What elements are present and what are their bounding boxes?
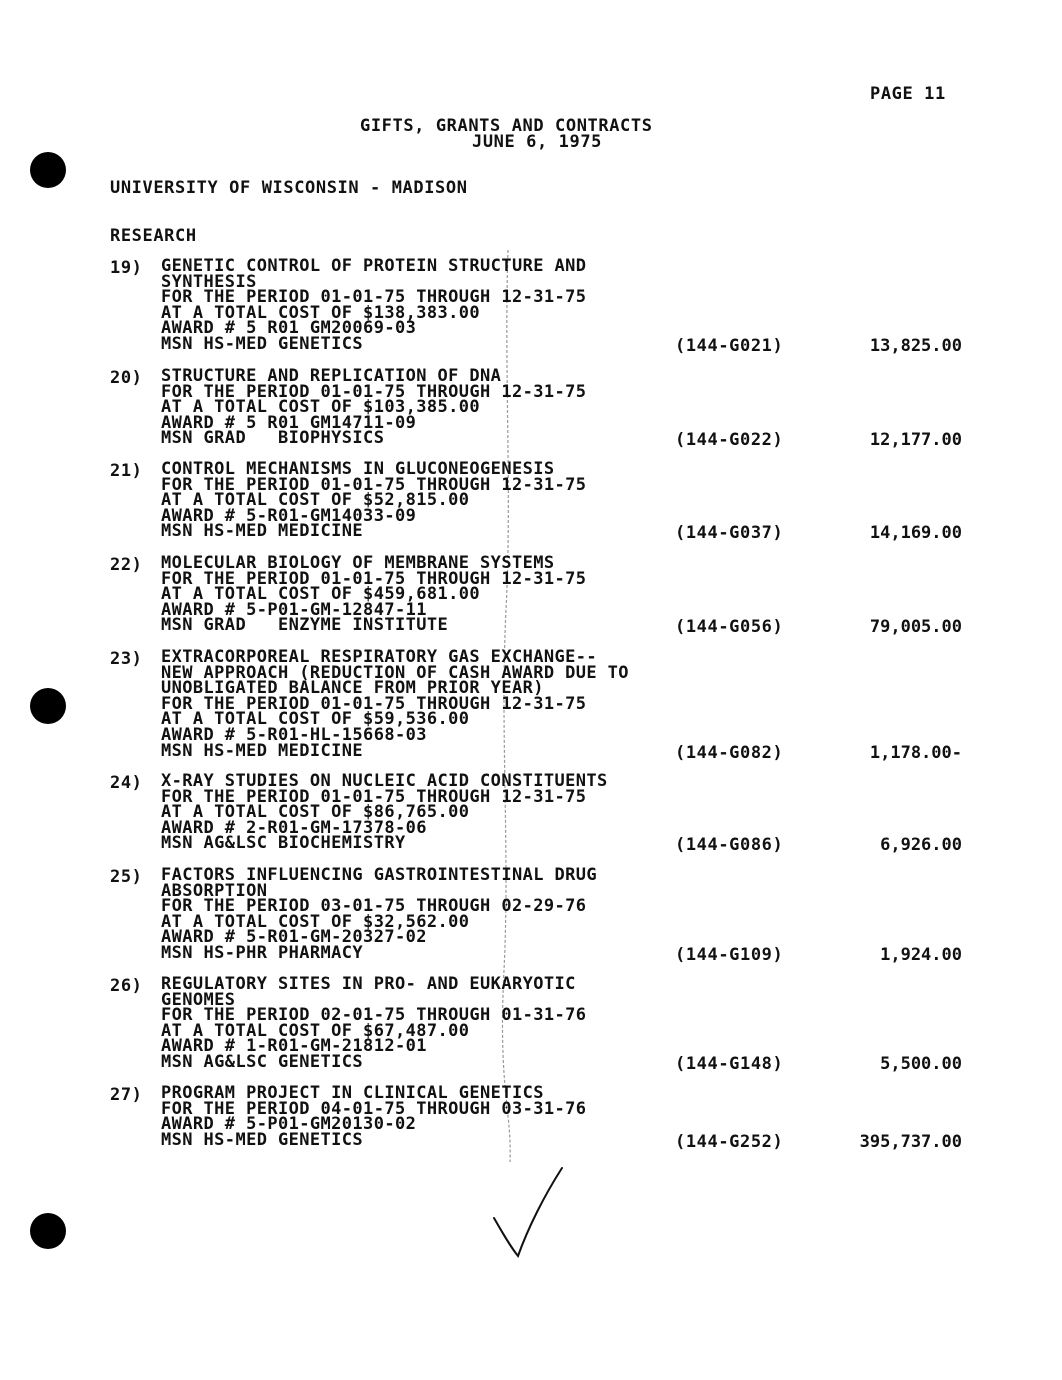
account-code: (144-G021) (675, 336, 784, 356)
entry-number: 20) (110, 368, 143, 388)
entry-line: MSN HS-PHR PHARMACY (161, 943, 364, 963)
checkmark-icon (490, 1166, 570, 1266)
entry-line: EXTRACORPOREAL RESPIRATORY GAS EXCHANGE-- (161, 647, 598, 667)
entry-line: FOR THE PERIOD 01-01-75 THROUGH 12-31-75 (161, 474, 587, 495)
entry-line: CONTROL MECHANISMS IN GLUCONEOGENESIS (161, 459, 555, 479)
entry-line: MSN GRAD ENZYME INSTITUTE (161, 615, 449, 636)
entry-line: AT A TOTAL COST OF $138,383.00 (161, 302, 481, 323)
entry-line: AT A TOTAL COST OF $103,385.00 (161, 397, 481, 418)
account-code: (144-G056) (675, 617, 784, 638)
account-code: (144-G022) (675, 430, 784, 451)
entry-line: AWARD # 5-R01-HL-15668-03 (161, 725, 427, 745)
award-amount: 6,926.00 (880, 835, 962, 856)
account-code: (144-G037) (675, 523, 784, 544)
account-code: (144-G082) (675, 742, 784, 763)
entry-line: GENETIC CONTROL OF PROTEIN STRUCTURE AND (161, 256, 587, 276)
award-amount: 5,500.00 (880, 1054, 962, 1074)
entry-number: 26) (110, 976, 143, 996)
punch-hole-middle (30, 688, 66, 724)
entry-line: FOR THE PERIOD 01-01-75 THROUGH 12-31-75 (161, 693, 587, 714)
entry-line: FOR THE PERIOD 02-01-75 THROUGH 01-31-76 (161, 1005, 587, 1026)
account-code: (144-G148) (675, 1054, 784, 1074)
entry-line: FOR THE PERIOD 01-01-75 THROUGH 12-31-75 (161, 568, 587, 589)
entry-line: STRUCTURE AND REPLICATION OF DNA (161, 366, 502, 386)
entry-line: GENOMES (161, 989, 236, 1010)
punch-hole-bottom (30, 1213, 66, 1249)
entry-line: FOR THE PERIOD 03-01-75 THROUGH 02-29-76 (161, 896, 587, 917)
entry-line: ABSORPTION (161, 880, 268, 901)
document-date: JUNE 6, 1975 (472, 132, 603, 152)
entry-number: 27) (110, 1085, 143, 1105)
punch-hole-top (30, 152, 66, 188)
entry-number: 19) (110, 258, 143, 278)
entry-line: AT A TOTAL COST OF $32,562.00 (161, 911, 470, 932)
award-amount: 1,924.00 (880, 945, 962, 965)
account-code: (144-G086) (675, 835, 784, 856)
entry-line: AT A TOTAL COST OF $52,815.00 (161, 490, 470, 511)
entry-line: FACTORS INFLUENCING GASTROINTESTINAL DRUG (161, 865, 598, 885)
entry-line: AWARD # 5 R01 GM14711-09 (161, 412, 417, 433)
entry-number: 23) (110, 649, 143, 669)
entry-line: AT A TOTAL COST OF $67,487.00 (161, 1020, 470, 1041)
entry-line: AWARD # 5 R01 GM20069-03 (161, 318, 417, 339)
entry-line: MSN AG&LSC GENETICS (161, 1052, 364, 1072)
entry-line: AWARD # 5-R01-GM-20327-02 (161, 927, 427, 948)
entry-number: 21) (110, 461, 143, 481)
entry-line: MSN HS-MED MEDICINE (161, 740, 364, 761)
document-title: GIFTS, GRANTS AND CONTRACTS (360, 116, 653, 136)
entry-line: MOLECULAR BIOLOGY OF MEMBRANE SYSTEMS (161, 553, 555, 573)
entry-line: AWARD # 5-P01-GM20130-02 (161, 1114, 417, 1135)
entry-line: SYNTHESIS (161, 271, 257, 292)
entry-line: PROGRAM PROJECT IN CLINICAL GENETICS (161, 1083, 544, 1103)
entry-line: AWARD # 5-P01-GM-12847-11 (161, 599, 427, 620)
entry-line: X-RAY STUDIES ON NUCLEIC ACID CONSTITUENTS (161, 771, 608, 791)
entry-line: NEW APPROACH (REDUCTION OF CASH AWARD DUE TO (161, 662, 629, 683)
institution-name: UNIVERSITY OF WISCONSIN - MADISON (110, 178, 468, 198)
entry-line: MSN HS-MED GENETICS (161, 334, 364, 354)
award-amount: 1,178.00- (869, 742, 962, 763)
award-amount: 14,169.00 (869, 523, 962, 544)
entry-line: MSN HS-MED GENETICS (161, 1129, 364, 1150)
section-heading: RESEARCH (110, 226, 197, 246)
entry-line: FOR THE PERIOD 01-01-75 THROUGH 12-31-75 (161, 287, 587, 308)
entry-line: AT A TOTAL COST OF $59,536.00 (161, 709, 470, 730)
account-code: (144-G252) (675, 1131, 784, 1152)
award-amount: 12,177.00 (869, 430, 962, 451)
award-amount: 79,005.00 (869, 617, 962, 638)
entry-line: REGULATORY SITES IN PRO- AND EUKARYOTIC (161, 974, 576, 994)
entry-number: 22) (110, 555, 143, 575)
entry-line: MSN HS-MED MEDICINE (161, 521, 364, 542)
entry-line: UNOBLIGATED BALANCE FROM PRIOR YEAR) (161, 678, 544, 699)
entry-line: MSN AG&LSC BIOCHEMISTRY (161, 833, 406, 854)
entry-line: MSN GRAD BIOPHYSICS (161, 428, 385, 449)
entry-line: FOR THE PERIOD 04-01-75 THROUGH 03-31-76 (161, 1098, 587, 1119)
entry-number: 25) (110, 867, 143, 887)
entry-line: AWARD # 5-R01-GM14033-09 (161, 505, 417, 526)
award-amount: 13,825.00 (869, 336, 962, 356)
entry-line: FOR THE PERIOD 01-01-75 THROUGH 12-31-75 (161, 786, 587, 807)
entry-line: AWARD # 2-R01-GM-17378-06 (161, 817, 427, 838)
page-number: PAGE 11 (870, 84, 946, 104)
account-code: (144-G109) (675, 945, 784, 965)
entry-line: FOR THE PERIOD 01-01-75 THROUGH 12-31-75 (161, 381, 587, 402)
entry-line: AWARD # 1-R01-GM-21812-01 (161, 1036, 427, 1057)
entry-number: 24) (110, 773, 143, 793)
entry-line: AT A TOTAL COST OF $86,765.00 (161, 802, 470, 823)
entry-line: AT A TOTAL COST OF $459,681.00 (161, 584, 481, 605)
award-amount: 395,737.00 (859, 1131, 962, 1152)
